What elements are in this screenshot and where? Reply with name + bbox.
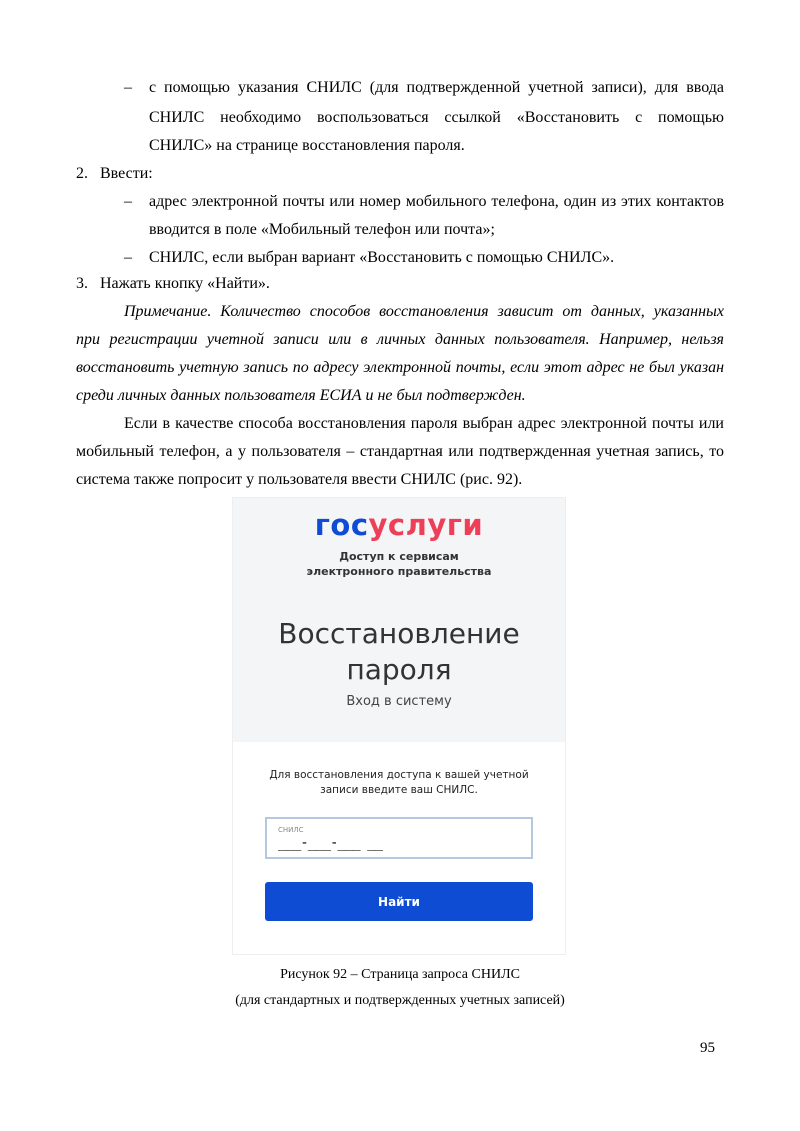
form-instruction	[253, 768, 545, 798]
note-line: восстановить учетную запись по адресу электронной почты, если этот адрес не был указан	[76, 359, 724, 376]
instruction-line: Для восстановления доступа к вашей учетной	[269, 769, 529, 781]
subtitle-line: Доступ к сервисам	[339, 550, 459, 563]
page-number: 95	[700, 1040, 715, 1056]
step-label: Нажать кнопку «Найти».	[100, 275, 270, 292]
logo-part-uslugi: услуги	[368, 508, 484, 542]
text-line: СНИЛС» на странице восстановления пароля.	[149, 137, 465, 154]
gosuslugi-logo	[233, 508, 565, 542]
instruction-line: записи введите ваш СНИЛС.	[320, 784, 478, 796]
snils-input-value: ___-___-___ __	[278, 835, 383, 851]
note-line: Примечание. Количество способов восстановления зависит от данных, указанных	[124, 303, 724, 320]
text-line: СНИЛС, если выбран вариант «Восстановить с помощью СНИЛС».	[149, 249, 615, 266]
text-line: СНИЛС необходимо воспользоваться ссылкой «Восстановить с помощью	[149, 109, 724, 126]
subtitle-line: электронного правительства	[306, 565, 492, 578]
gosuslugi-screenshot	[232, 497, 566, 955]
note-line: при регистрации учетной записи или в личных данных пользователя. Например, нельзя	[76, 331, 724, 348]
text-line: с помощью указания СНИЛС (для подтвержденной учетной записи), для ввода	[149, 79, 724, 96]
paragraph-line: система также попросит у пользователя ввести СНИЛС (рис. 92).	[76, 471, 523, 488]
list-dash: –	[124, 193, 132, 210]
step-label: Ввести:	[100, 165, 153, 182]
step-number: 2.	[76, 165, 88, 182]
title-line: Восстановление	[278, 617, 520, 650]
list-dash: –	[124, 249, 132, 266]
snils-input[interactable]	[265, 817, 533, 859]
paragraph-line: мобильный телефон, а у пользователя – стандартная или подтвержденная учетная запись, то	[76, 443, 724, 460]
note-line: среди личных данных пользователя ЕСИА и не был подтвержден.	[76, 387, 526, 404]
paragraph-line: Если в качестве способа восстановления пароля выбран адрес электронной почты или	[124, 415, 724, 432]
title-line: пароля	[346, 653, 452, 686]
list-dash: –	[124, 79, 132, 96]
login-link[interactable]: Вход в систему	[346, 694, 452, 709]
logo-part-gos: гос	[314, 508, 369, 542]
recovery-form	[233, 742, 565, 954]
snils-input-label: СНИЛС	[278, 826, 304, 834]
figure-caption: Рисунок 92 – Страница запроса СНИЛС	[280, 967, 520, 982]
figure-caption-note: (для стандартных и подтвержденных учетных записей)	[235, 993, 565, 1008]
site-subtitle	[233, 549, 565, 579]
text-line: вводится в поле «Мобильный телефон или почта»;	[149, 221, 495, 238]
find-button[interactable]: Найти	[265, 882, 533, 921]
text-line: адрес электронной почты или номер мобильного телефона, один из этих контактов	[149, 193, 724, 210]
step-number: 3.	[76, 275, 88, 292]
page-title	[233, 616, 565, 688]
